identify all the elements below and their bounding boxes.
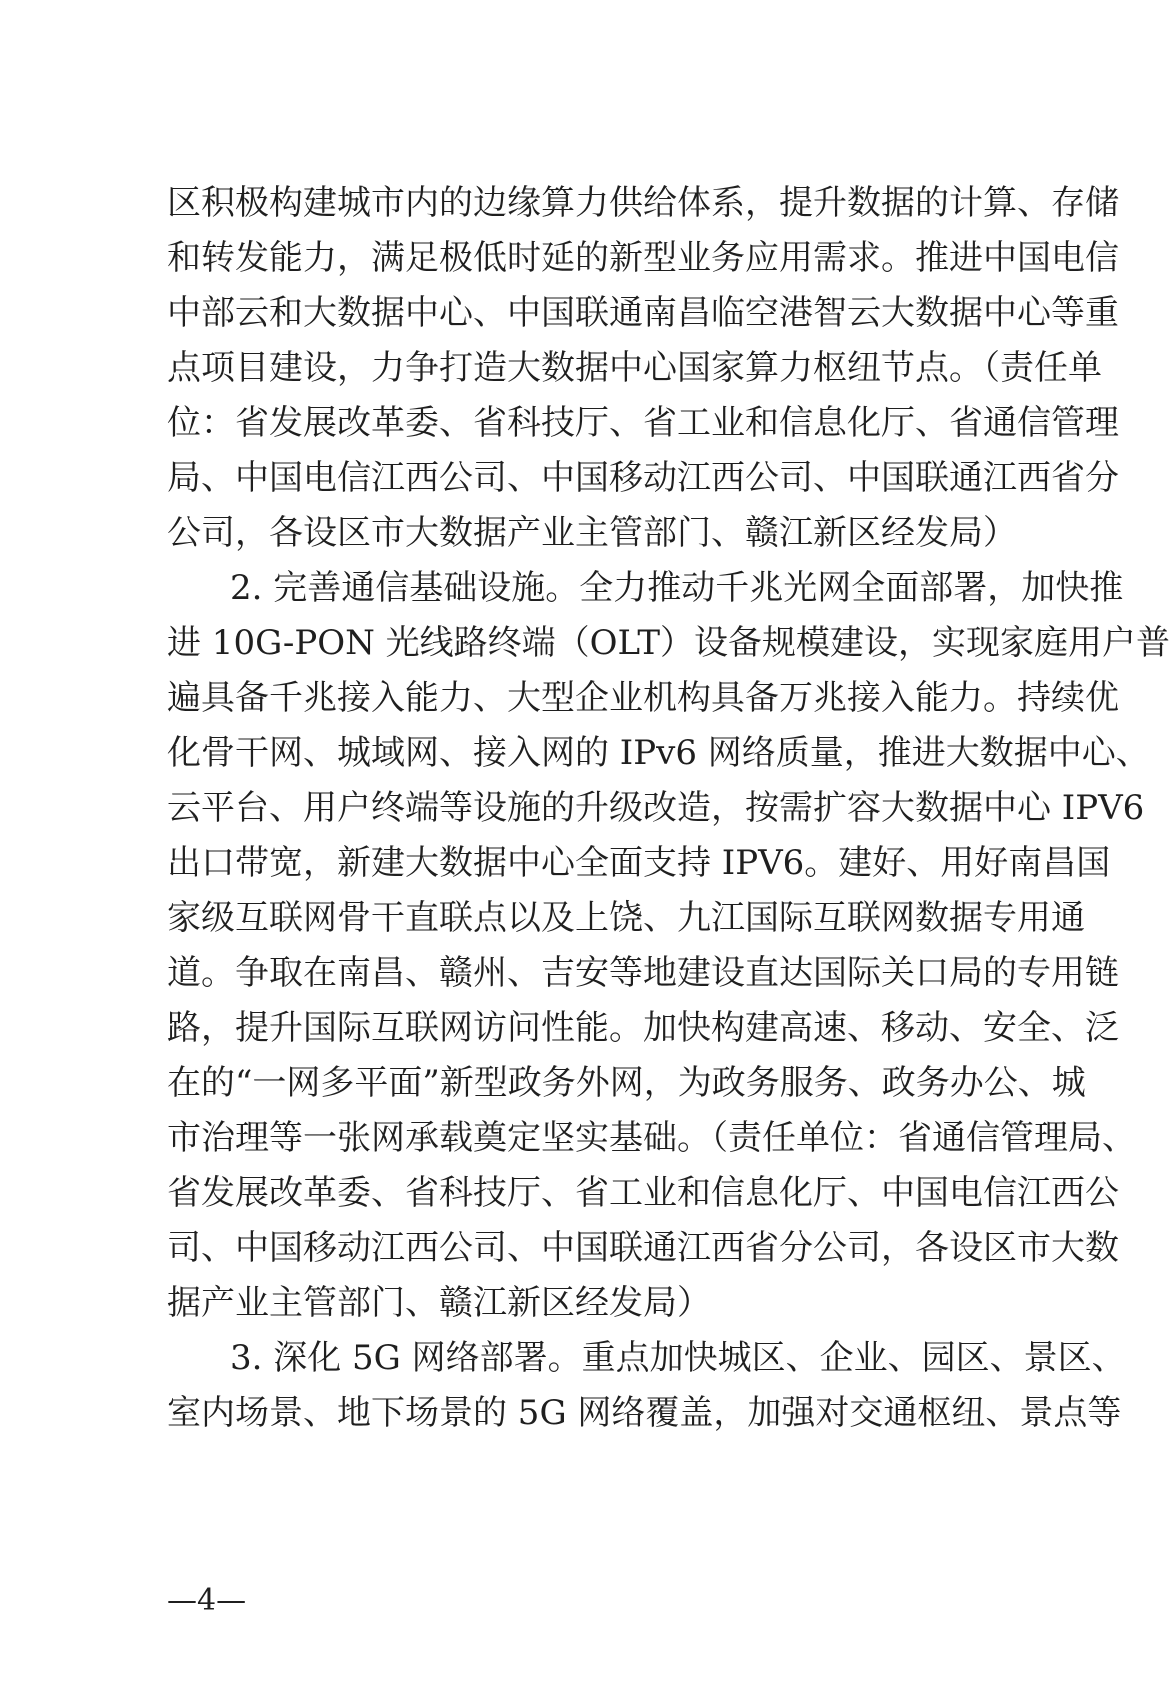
text-line: 公司，各设区市大数据产业主管部门、赣江新区经发局） [167,513,1017,553]
text-line: 云平台、用户终端等设施的升级改造，按需扩容大数据中心 IPV6 [167,788,1145,828]
text-line: 司、中国移动江西公司、中国联通江西省分公司，各设区市大数 [167,1228,1119,1268]
text-line: 进 10G-PON 光线路终端（OLT）设备规模建设，实现家庭用户普 [167,623,1171,663]
text-line: 和转发能力，满足极低时延的新型业务应用需求。推进中国电信 [167,238,1119,278]
text-line: 出口带宽，新建大数据中心全面支持 IPV6。建好、用好南昌国 [167,843,1111,883]
text-line: 省发展改革委、省科技厅、省工业和信息化厅、中国电信江西公 [167,1173,1119,1213]
text-line: 市治理等一张网承载奠定坚实基础。（责任单位：省通信管理局、 [167,1118,1136,1158]
text-line: 中部云和大数据中心、中国联通南昌临空港智云大数据中心等重 [167,293,1119,333]
page-number: —4— [167,1583,247,1618]
text-line: 家级互联网骨干直联点以及上饶、九江国际互联网数据专用通 [167,898,1085,938]
text-line: 区积极构建城市内的边缘算力供给体系，提升数据的计算、存储 [167,183,1119,223]
text-line: 室内场景、地下场景的 5G 网络覆盖，加强对交通枢纽、景点等 [167,1393,1122,1433]
text-line: 据产业主管部门、赣江新区经发局） [167,1283,711,1323]
text-line: 化骨干网、城域网、接入网的 IPv6 网络质量，推进大数据中心、 [167,733,1150,773]
text-line: 在的“一网多平面”新型政务外网，为政务服务、政务办公、城 [167,1063,1086,1103]
text-line: 道。争取在南昌、赣州、吉安等地建设直达国际关口局的专用链 [167,953,1119,993]
text-line: 点项目建设，力争打造大数据中心国家算力枢纽节点。（责任单 [167,348,1102,388]
text-line: 位：省发展改革委、省科技厅、省工业和信息化厅、省通信管理 [167,403,1119,443]
text-line: 路，提升国际互联网访问性能。加快构建高速、移动、安全、泛 [167,1008,1119,1048]
paragraph-heading-line: 3. 深化 5G 网络部署。重点加快城区、企业、园区、景区、 [230,1338,1126,1378]
text-line: 局、中国电信江西公司、中国移动江西公司、中国联通江西省分 [167,458,1119,498]
paragraph-heading-line: 2. 完善通信基础设施。全力推动千兆光网全面部署，加快推 [230,568,1124,608]
text-line: 遍具备千兆接入能力、大型企业机构具备万兆接入能力。持续优 [167,678,1119,718]
